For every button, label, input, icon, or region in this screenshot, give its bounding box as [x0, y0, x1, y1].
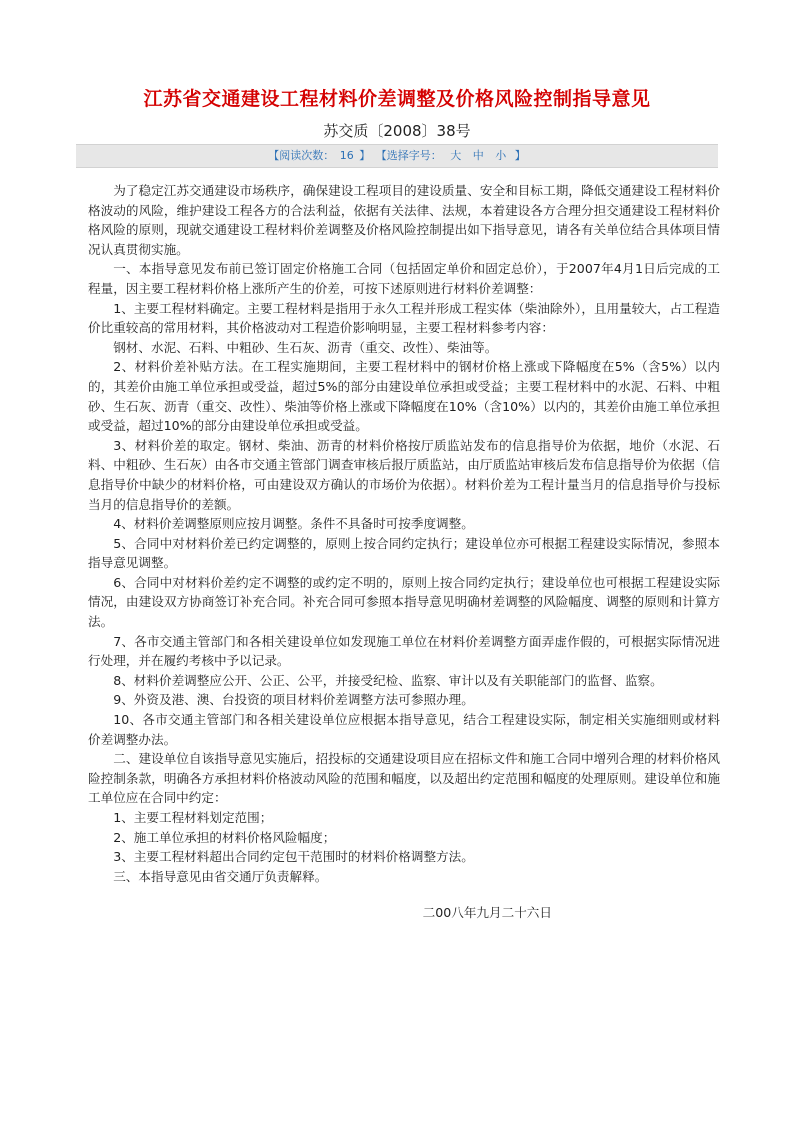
paragraph: 二、建设单位自该指导意见实施后，招投标的交通建设项目应在招标文件和施工合同中增列合理的材料价格风险控制条款，明确各方承担材料价格波动风险的范围和幅度，以及超出约定范围和幅度的处理原则。建设单位和施工单位应在合同中约定： [88, 751, 720, 806]
page-title: 江苏省交通建设工程材料价差调整及价格风险控制指导意见 [143, 88, 651, 110]
paragraph: 2、材料价差补贴方法。在工程实施期间，主要工程材料中的钢材价格上涨或下降幅度在5%（含5%）以内的，其差价由施工单位承担或受益，超过5%的部分由建设单位承担或受益；主要工程材料中的水泥、石料、中粗砂、生石灰、沥青（重交、改性）、柴油等价格上涨或下降幅度在10%（含10%）以内的，其差价由施工单位承担或受益，超过10%的部分由建设单位承担或受益。 [88, 359, 720, 434]
paragraph: 三、本指导意见由省交通厅负责解释。 [113, 868, 328, 884]
article-body [88, 181, 720, 923]
article-info-bar [76, 144, 718, 168]
font-size-small-link[interactable]: 小 [495, 149, 507, 162]
font-size-close: 】 [514, 149, 526, 162]
paragraph: 4、材料价差调整原则应按月调整。条件不具备时可按季度调整。 [113, 516, 474, 532]
read-count-label: 【阅读次数： [268, 149, 335, 162]
read-count-close: 】 [359, 149, 371, 162]
paragraph: 9、外资及港、澳、台投资的项目材料价差调整方法可参照办理。 [113, 692, 474, 708]
document-number: 苏交质〔2008〕38号 [323, 122, 471, 140]
font-size-medium-link[interactable]: 中 [472, 149, 484, 162]
paragraph: 5、合同中对材料价差已约定调整的，原则上按合同约定执行；建设单位亦可根据工程建设实际情况，参照本指导意见调整。 [88, 535, 720, 571]
font-size-large-link[interactable]: 大 [450, 149, 462, 162]
paragraph: 为了稳定江苏交通建设市场秩序，确保建设工程项目的建设质量、安全和目标工期，降低交通建设工程材料价格波动的风险，维护建设工程各方的合法利益，依据有关法律、法规，本着建设各方合理分担交通建设工程材料价格风险的原则，现就交通建设工程材料价差调整及价格风险控制提出如下指导意见，请各有关单位结合具体项目情况认真贯彻实施。 [88, 183, 720, 257]
font-size-label: 【选择字号： [375, 149, 442, 162]
paragraph: 8、材料价差调整应公开、公正、公平，并接受纪检、监察、审计以及有关职能部门的监督、监察。 [113, 672, 663, 688]
paragraph: 一、本指导意见发布前已签订固定价格施工合同（包括固定单价和固定总价），于2007年4月1日后完成的工程量，因主要工程材料价格上涨所产生的价差，可按下述原则进行材料价差调整： [88, 261, 720, 296]
paragraph: 3、主要工程材料超出合同约定包干范围时的材料价格调整方法。 [113, 849, 474, 865]
paragraph: 1、主要工程材料划定范围； [113, 810, 273, 825]
paragraph: 1、主要工程材料确定。主要工程材料是指用于永久工程并形成工程实体（柴油除外），且用量较大，占工程造价比重较高的常用材料，其价格波动对工程造价影响明显，主要工程材料参考内容： [88, 300, 720, 336]
read-count-value: 16 [339, 149, 354, 162]
paragraph: 3、材料价差的取定。钢材、柴油、沥青的材料价格按厅质监站发布的信息指导价为依据，地价（水泥、石料、中粗砂、生石灰）由各市交通主管部门调查审核后报厅质监站，由厅质监站审核后发布信息指导价为依据（信息指导价中缺少的材料价格，可由建设双方确认的市场价为依据）。材料价差为工程计量当月的信息指导价与投标当月的信息指导价的差额。 [88, 437, 720, 512]
paragraph: 10、各市交通主管部门和各相关建设单位应根据本指导意见，结合工程建设实际，制定相关实施细则或材料价差调整办法。 [88, 712, 720, 747]
paragraph: 2、施工单位承担的材料价格风险幅度； [113, 829, 336, 845]
paragraph: 钢材、水泥、石料、中粗砂、生石灰、沥青（重交、改性）、柴油等。 [113, 339, 498, 355]
paragraph: 6、合同中对材料价差约定不调整的或约定不明的，原则上按合同约定执行；建设单位也可根据工程建设实际情况，由建设双方协商签订补充合同。补充合同可参照本指导意见明确材差调整的风险幅度、调整的原则和计算方法。 [88, 574, 720, 630]
document-date: 二00八年九月二十六日 [422, 905, 552, 921]
paragraph: 7、各市交通主管部门和各相关建设单位如发现施工单位在材料价差调整方面弄虚作假的，可根据实际情况进行处理，并在履约考核中予以记录。 [88, 633, 720, 669]
